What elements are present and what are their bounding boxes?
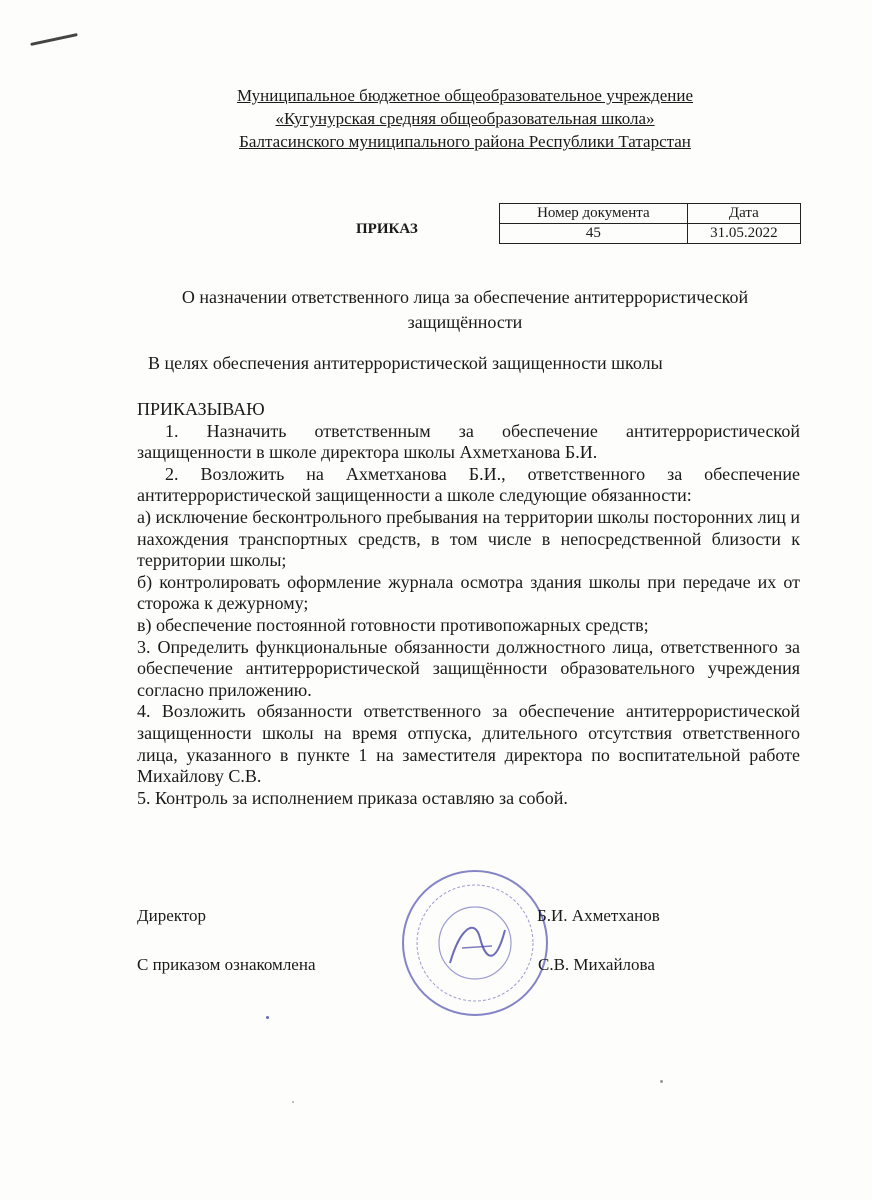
table-header-number: Номер документа	[500, 204, 688, 224]
director-label: Директор	[137, 906, 206, 925]
item-1: 1. Назначить ответственным за обеспечение антитеррористической защищенности в школе директора школы Ахметханова Б.И.	[137, 420, 800, 463]
header-line-2: «Кугунурская средняя общеобразовательная школа»	[275, 109, 655, 128]
acquainted-name: С.В. Михайлова	[538, 955, 655, 974]
document-date: 31.05.2022	[687, 224, 800, 244]
scan-artifact	[30, 33, 78, 46]
order-title: ПРИКАЗ	[356, 221, 418, 237]
item-2b: б) контролировать оформление журнала осмотра здания школы при передаче их от сторожа к дежурному;	[137, 571, 800, 614]
document-info-table	[499, 203, 801, 244]
scan-speck	[266, 1016, 269, 1019]
scan-speck	[660, 1080, 663, 1083]
item-5: 5. Контроль за исполнением приказа оставляю за собой.	[137, 787, 568, 808]
order-purpose: В целях обеспечения антитеррористической защищенности школы	[148, 353, 663, 373]
directive-word: ПРИКАЗЫВАЮ	[137, 399, 265, 419]
header-line-3: Балтасинского муниципального района Республики Татарстан	[239, 132, 691, 151]
order-body	[137, 399, 800, 809]
table-value-row	[500, 224, 801, 244]
scan-speck	[292, 1101, 294, 1103]
table-header-date: Дата	[687, 204, 800, 224]
subject-line-2: защищённости	[407, 312, 523, 332]
item-2v: в) обеспечение постоянной готовности противопожарных средств;	[137, 614, 649, 635]
director-name: Б.И. Ахметханов	[537, 906, 660, 925]
acquainted-label: С приказом ознакомлена	[137, 955, 316, 974]
institution-header	[130, 84, 800, 153]
document-number: 45	[500, 224, 688, 244]
header-line-1: Муниципальное бюджетное общеобразовательное учреждение	[236, 86, 694, 105]
subject-line-1: О назначении ответственного лица за обеспечение антитеррористической	[181, 287, 749, 307]
item-2a: а) исключение бесконтрольного пребывания на территории школы посторонних лиц и нахождения транспортных средств, в том числе в непосредственной близости к территории школы;	[137, 506, 800, 571]
official-stamp	[400, 868, 550, 1018]
item-3: 3. Определить функциональные обязанности должностного лица, ответственного за обеспечение антитеррористической защищённости образовательного учреждения согласно приложению.	[137, 636, 800, 700]
order-subject	[130, 285, 800, 335]
item-4: 4. Возложить обязанности ответственного за обеспечение антитеррористической защищенности школы на время отпуска, длительного отсутствия ответственного лица, указанного в пункте 1 на заместителя директора по воспитательной работе Михайлову С.В.	[137, 701, 800, 787]
item-2: 2. Возложить на Ахметханова Б.И., ответственного за обеспечение антитеррористической защищенности а школе следующие обязанности:	[137, 463, 800, 506]
table-header-row	[500, 204, 801, 224]
